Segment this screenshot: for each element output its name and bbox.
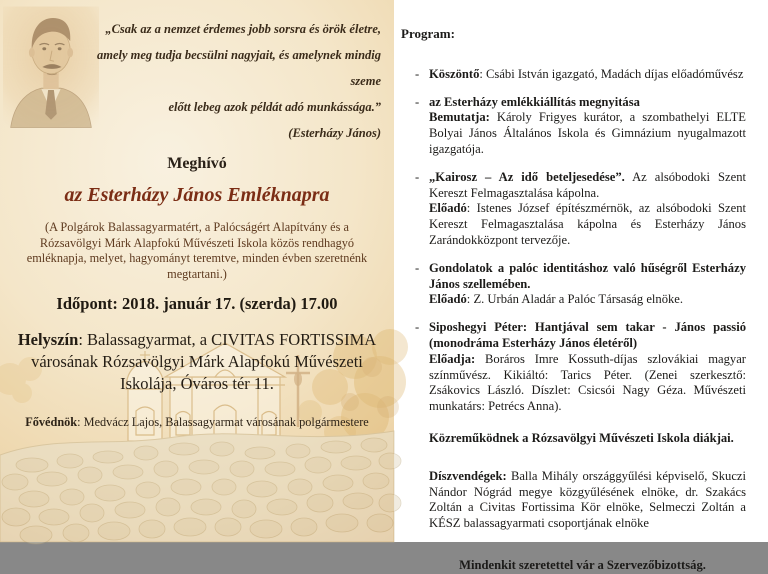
program-item-paloc	[415, 261, 746, 308]
bullet-dash: -	[415, 169, 420, 184]
datetime-label: Időpont:	[56, 294, 118, 313]
location-label: Helyszín	[17, 330, 79, 349]
quote-block	[96, 16, 381, 146]
patron-line	[0, 415, 394, 430]
organizers-note: (A Polgárok Balassagyarmatért, a Palócságért Alapítvány és a Rózsavölgyi Márk Alapfokú Művészeti Iskola közös rendhagyó emléknapja, melyet, hagyományt teremtve, minden évben szeretnénk megtartani.)	[26, 220, 368, 281]
item-title: az Esterházy emlékkiállítás megnyitása	[429, 94, 640, 109]
program-item-text	[429, 320, 746, 415]
quote-attribution: (Esterházy János)	[288, 126, 381, 140]
program-item-text	[429, 95, 746, 158]
invitation-panel	[0, 0, 394, 542]
quote-line: amely meg tudja becsülni nagyjait, és amelynek mindig szeme	[96, 48, 381, 88]
item-label: Köszöntő	[429, 66, 480, 81]
item-label: Előadó	[429, 292, 467, 307]
item-title: „Kairosz – Az idő beteljesedése”.	[429, 169, 625, 184]
program-item-welcome	[415, 67, 746, 83]
program-item-text	[429, 67, 746, 83]
guests-text: Balla Mihály országgyűlési képviselő, Skuczi Nándor Nógrád megye közgyűlésének elnöke, dr. Szakács Zoltán a Civitas Fortissima Kör elnöke, Selmeczi Zoltán a KÉSZ balassagyarmati csoportjának elnöke	[429, 468, 746, 531]
item-text: : Istenes József építészmérnök, az alsóbodoki Szent Kereszt Felmagasztalása kápolna és Esterházy János Zarándokközpont tervezője.	[429, 201, 746, 247]
ensemble-note: Közreműködnek a Rózsavölgyi Művészeti Iskola diákjai.	[429, 430, 734, 445]
patron-value: : Medvácz Lajos, Balassagyarmat városának polgármestere	[77, 415, 369, 429]
quote-line: előtt lebeg azok példát adó munkássága.”	[168, 100, 381, 114]
bullet-dash: -	[415, 66, 420, 81]
bullet-dash: -	[415, 94, 420, 109]
item-text: Károly Frigyes kurátor, a szombathelyi ELTE Bolyai János Általános Iskola és Gimnázium nyugalmazott igazgatója.	[429, 110, 746, 156]
event-location	[12, 329, 382, 395]
item-title: Gondolatok a palóc identitáshoz való hűségről Esterházy János szellemében.	[429, 260, 746, 291]
program-item-monodrama	[415, 320, 746, 415]
datetime-value: 2018. január 17. (szerda) 17.00	[117, 294, 338, 313]
program-item-text	[429, 261, 746, 308]
program-item-text	[429, 170, 746, 249]
item-text: Boráros Imre Kossuth-díjas szlovákiai magyar színművész. Kikiáltó: Tarics Péter. (Zenei szerkesztő: Zsákovics László. Díszlet: Csicsói Nagy Géza. Művészeti munkatárs: Petrécs Anna).	[429, 351, 746, 414]
honored-guests	[429, 469, 746, 532]
item-label: Előadja:	[429, 351, 476, 366]
event-datetime	[0, 294, 394, 314]
event-title: az Esterházy János Emléknapra	[64, 184, 330, 206]
location-value: : Balassagyarmat, a CIVITAS FORTISSIMA városának Rózsavölgyi Márk Alapfokú Művészeti Iskolája, Óváros tér 11.	[31, 330, 377, 393]
program-heading: Program:	[401, 26, 455, 41]
program-panel	[394, 0, 768, 572]
invitation-heading: Meghívó	[167, 155, 227, 172]
patron-label: Fővédnök	[25, 415, 78, 429]
quote-line: „Csak az a nemzet érdemes jobb sorsra és örök életre,	[105, 22, 381, 36]
item-label: Bemutatja:	[429, 110, 490, 125]
item-title: Siposhegyi Péter: Hantjával sem takar - János passió (monodráma Esterházy János életéről)	[429, 320, 746, 350]
program-item-exhibition	[415, 95, 746, 158]
bullet-dash: -	[415, 260, 420, 275]
item-text: : Csábi István igazgató, Madách díjas előadóművész	[479, 66, 744, 81]
guests-label: Díszvendégek:	[429, 468, 507, 483]
item-text: Az alsóbodoki Szent Kereszt Felmagasztalása kápolna.	[429, 169, 746, 200]
item-text: : Z. Urbán Aladár a Palóc Társaság elnöke.	[466, 292, 684, 307]
bullet-dash: -	[415, 320, 420, 335]
program-item-kairosz	[415, 170, 746, 249]
item-label: Előadó	[429, 201, 467, 216]
closing-line: Mindenkit szeretettel vár a Szervezőbizottság.	[459, 557, 706, 572]
